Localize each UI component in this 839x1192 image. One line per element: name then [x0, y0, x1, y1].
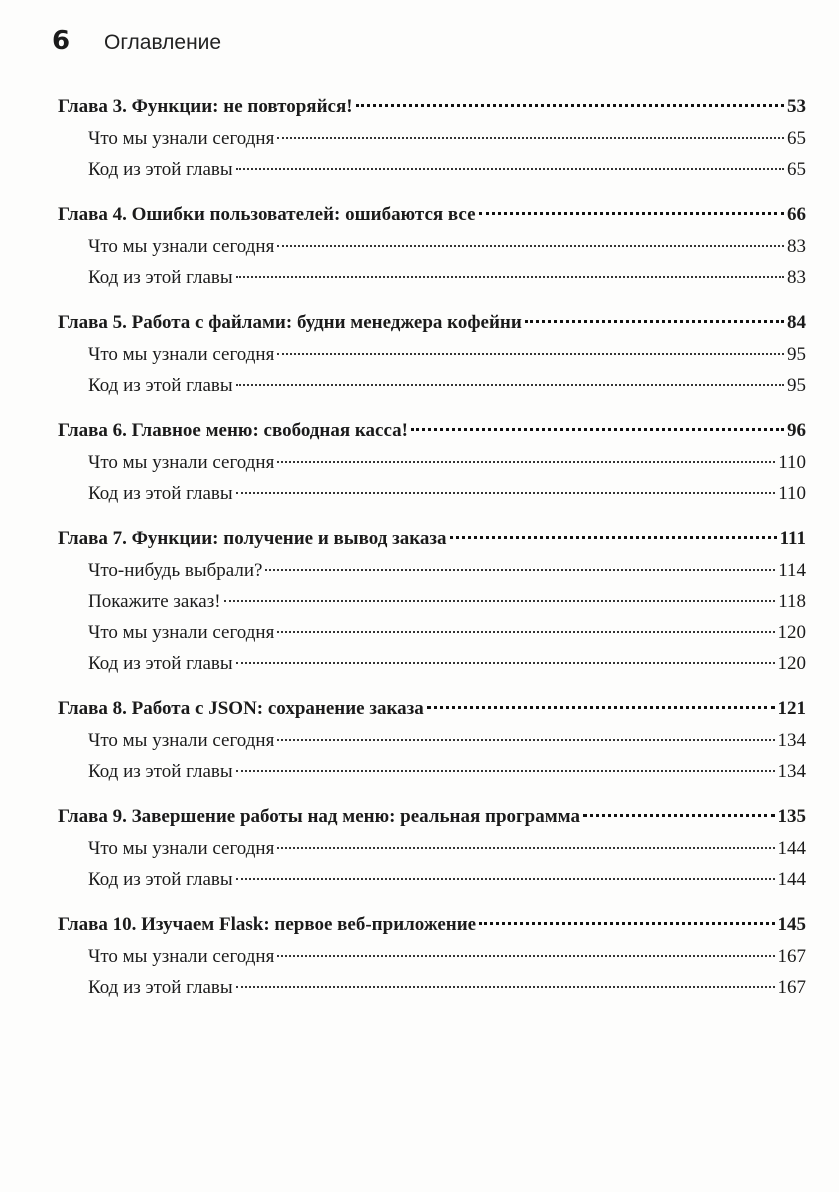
chapter-entry[interactable] [58, 522, 806, 555]
section-title: Код из этой главы [88, 653, 233, 674]
chapter-entry[interactable] [58, 800, 806, 833]
section-page-number: 144 [777, 869, 806, 890]
section-page-number: 144 [777, 838, 806, 859]
chapter-block [58, 414, 806, 509]
section-entry[interactable] [58, 262, 806, 293]
dot-leader [479, 212, 784, 215]
chapter-page-number: 66 [787, 204, 806, 225]
chapter-block [58, 198, 806, 293]
section-entry[interactable] [58, 586, 806, 617]
chapter-title: Глава 7. Функции: получение и вывод заказа [58, 528, 447, 549]
section-page-number: 167 [777, 946, 806, 967]
section-page-number: 134 [777, 730, 806, 751]
section-title: Что-нибудь выбрали? [88, 560, 263, 581]
section-entry[interactable] [58, 478, 806, 509]
chapter-title: Глава 4. Ошибки пользователей: ошибаются все [58, 204, 476, 225]
dot-leader [277, 631, 774, 633]
chapter-entry[interactable] [58, 90, 806, 123]
section-page-number: 114 [778, 560, 806, 581]
chapter-block [58, 522, 806, 679]
section-entry[interactable] [58, 617, 806, 648]
section-page-number: 65 [787, 128, 806, 149]
section-title: Что мы узнали сегодня [88, 838, 275, 859]
dot-leader [236, 878, 775, 880]
chapter-block [58, 90, 806, 185]
dot-leader [411, 428, 784, 431]
chapter-title: Глава 3. Функции: не повторяйся! [58, 96, 353, 117]
chapter-block [58, 800, 806, 895]
page-title: Оглавление [104, 31, 222, 54]
chapter-page-number: 145 [777, 914, 806, 935]
chapter-block [58, 306, 806, 401]
dot-leader [450, 536, 777, 539]
page-header [52, 26, 221, 56]
dot-leader [236, 384, 784, 386]
chapter-page-number: 135 [777, 806, 806, 827]
section-title: Что мы узнали сегодня [88, 344, 275, 365]
section-page-number: 83 [787, 267, 806, 288]
section-title: Покажите заказ! [88, 591, 221, 612]
section-title: Код из этой главы [88, 977, 233, 998]
chapter-block [58, 908, 806, 1003]
section-entry[interactable] [58, 941, 806, 972]
dot-leader [236, 770, 775, 772]
chapter-block [58, 692, 806, 787]
dot-leader [236, 168, 784, 170]
chapter-page-number: 96 [787, 420, 806, 441]
section-entry[interactable] [58, 123, 806, 154]
dot-leader [356, 104, 784, 107]
section-entry[interactable] [58, 972, 806, 1003]
section-title: Код из этой главы [88, 869, 233, 890]
section-entry[interactable] [58, 725, 806, 756]
dot-leader [265, 569, 775, 571]
chapter-entry[interactable] [58, 198, 806, 231]
dot-leader [277, 245, 784, 247]
chapter-page-number: 84 [787, 312, 806, 333]
dot-leader [479, 922, 774, 925]
table-of-contents [58, 90, 806, 1016]
section-entry[interactable] [58, 339, 806, 370]
section-title: Код из этой главы [88, 761, 233, 782]
section-page-number: 118 [778, 591, 806, 612]
section-title: Что мы узнали сегодня [88, 946, 275, 967]
section-page-number: 95 [787, 344, 806, 365]
dot-leader [277, 461, 775, 463]
section-title: Что мы узнали сегодня [88, 622, 275, 643]
section-entry[interactable] [58, 864, 806, 895]
section-page-number: 134 [777, 761, 806, 782]
dot-leader [236, 986, 775, 988]
section-entry[interactable] [58, 555, 806, 586]
chapter-page-number: 121 [777, 698, 806, 719]
section-page-number: 120 [777, 622, 806, 643]
dot-leader [277, 353, 784, 355]
chapter-title: Глава 10. Изучаем Flask: первое веб-приложение [58, 914, 477, 935]
section-page-number: 167 [777, 977, 806, 998]
section-title: Что мы узнали сегодня [88, 236, 275, 257]
section-entry[interactable] [58, 756, 806, 787]
chapter-title: Глава 9. Завершение работы над меню: реальная программа [58, 806, 580, 827]
section-title: Код из этой главы [88, 483, 233, 504]
section-entry[interactable] [58, 648, 806, 679]
section-entry[interactable] [58, 370, 806, 401]
dot-leader [583, 814, 775, 817]
section-page-number: 95 [787, 375, 806, 396]
chapter-page-number: 111 [779, 528, 806, 549]
dot-leader [224, 600, 776, 602]
section-entry[interactable] [58, 447, 806, 478]
section-entry[interactable] [58, 231, 806, 262]
section-page-number: 65 [787, 159, 806, 180]
section-title: Что мы узнали сегодня [88, 452, 275, 473]
dot-leader [525, 320, 784, 323]
section-page-number: 120 [777, 653, 806, 674]
chapter-title: Глава 6. Главное меню: свободная касса! [58, 420, 408, 441]
chapter-entry[interactable] [58, 414, 806, 447]
section-title: Что мы узнали сегодня [88, 730, 275, 751]
section-title: Код из этой главы [88, 267, 233, 288]
dot-leader [277, 847, 774, 849]
chapter-entry[interactable] [58, 908, 806, 941]
dot-leader [277, 137, 784, 139]
chapter-page-number: 53 [787, 96, 806, 117]
section-entry[interactable] [58, 154, 806, 185]
dot-leader [277, 955, 774, 957]
section-page-number: 110 [778, 483, 806, 504]
section-page-number: 110 [778, 452, 806, 473]
section-page-number: 83 [787, 236, 806, 257]
dot-leader [236, 662, 775, 664]
dot-leader [236, 492, 776, 494]
chapter-entry[interactable] [58, 692, 806, 725]
section-title: Код из этой главы [88, 375, 233, 396]
dot-leader [427, 706, 775, 709]
chapter-title: Глава 5. Работа с файлами: будни менеджера кофейни [58, 312, 522, 333]
dot-leader [236, 276, 784, 278]
section-entry[interactable] [58, 833, 806, 864]
chapter-title: Глава 8. Работа с JSON: сохранение заказа [58, 698, 424, 719]
page-number: 6 [52, 26, 71, 56]
section-title: Код из этой главы [88, 159, 233, 180]
chapter-entry[interactable] [58, 306, 806, 339]
section-title: Что мы узнали сегодня [88, 128, 275, 149]
dot-leader [277, 739, 774, 741]
